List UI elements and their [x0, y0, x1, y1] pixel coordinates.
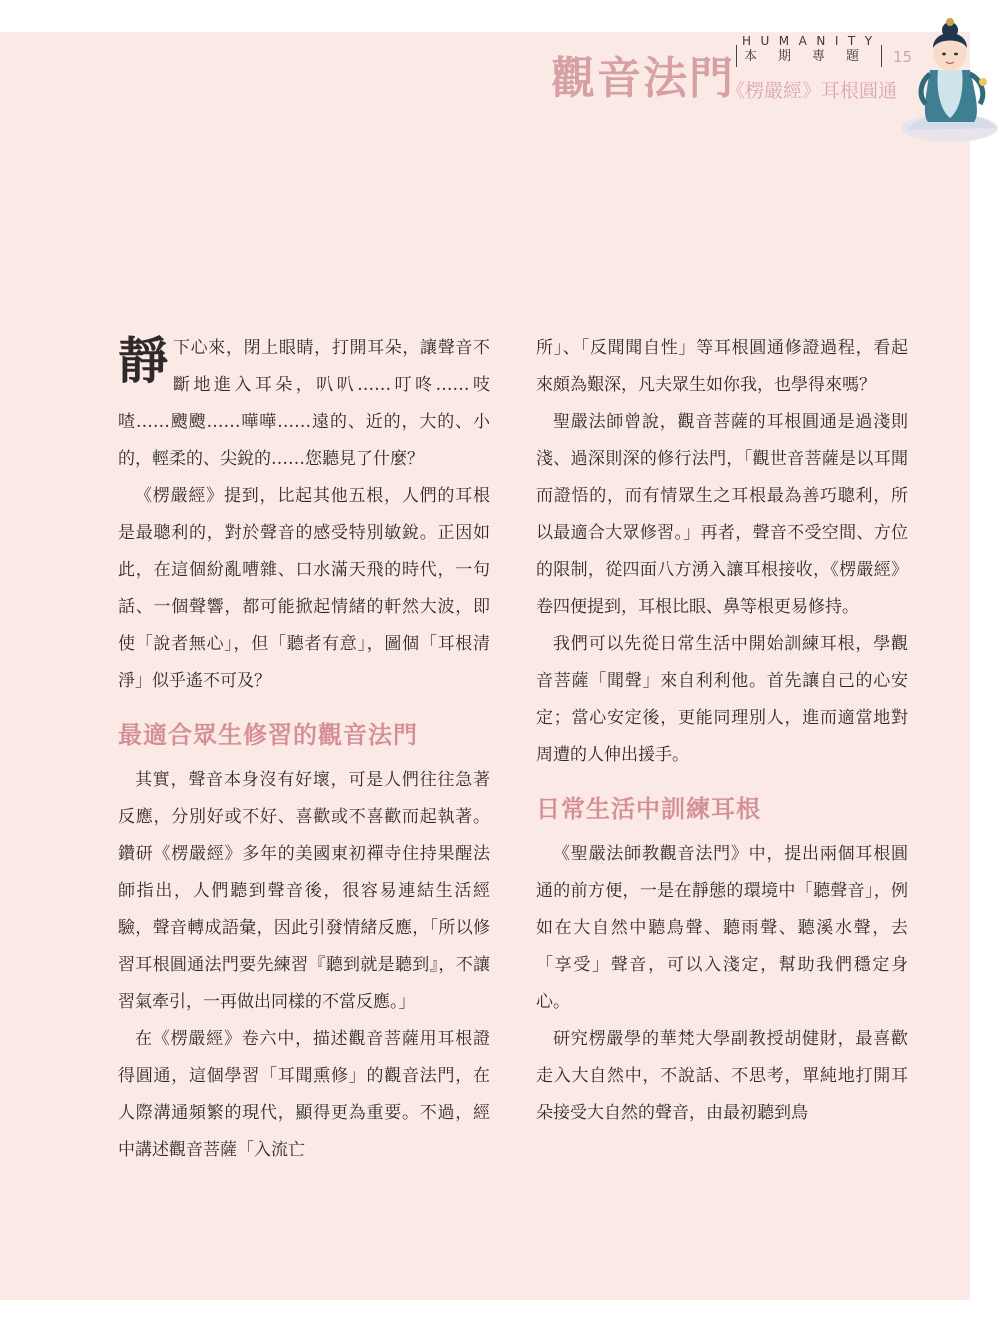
- body-paragraph: 《聖嚴法師教觀音法門》中，提出兩個耳根圓通的前方便，一是在靜態的環境中「聽聲音」，例如在大自然中聽鳥聲、聽雨聲、聽溪水聲，去「享受」聲音，可以入淺定，幫助我們穩定身心。: [536, 844, 908, 1012]
- feature-title: 觀音法門: [551, 53, 735, 104]
- body-paragraph: 聖嚴法師曾說，觀音菩薩的耳根圓通是過淺則淺、過深則深的修行法門，「觀世音菩薩是以耳聞而證悟的，而有情眾生之耳根最為善巧聰利，所以最適合大眾修習。」再者，聲音不受空間、方位的限制，從四面八方湧入讓耳根接收，《楞嚴經》卷四便提到，耳根比眼、鼻等根更易修持。: [536, 412, 908, 617]
- series-label-en: HUMANITY: [742, 34, 882, 48]
- feature-subtitle: 《楞嚴經》耳根圓通: [726, 80, 898, 102]
- intro-text: 下心來，閉上眼睛，打開耳朵，讓聲音不斷地進入耳朵，叭叭……叮咚……吱喳……颼颼……嘩嘩……遠的、近的，大的、小的，輕柔的、尖銳的……您聽見了什麼？: [118, 338, 490, 469]
- drop-cap: 靜: [118, 331, 168, 390]
- guanyin-figure-illustration: [900, 0, 1000, 150]
- series-header: [736, 33, 886, 64]
- body-paragraph: 其實，聲音本身沒有好壞，可是人們往往急著反應，分別好或不好、喜歡或不喜歡而起執著。鑽研《楞嚴經》多年的美國東初禪寺住持果醒法師指出，人們聽到聲音後，很容易連結生活經驗，聲音轉成語彙，因此引發情緒反應，「所以修習耳根圓通法門要先練習『聽到就是聽到』，不讓習氣牽引，一再做出同樣的不當反應。」: [118, 770, 490, 1012]
- section-heading: 最適合眾生修習的觀音法門: [118, 720, 418, 749]
- body-paragraph: 所」、「反聞聞自性」等耳根圓通修證過程，看起來頗為艱深，凡夫眾生如你我，也學得來嗎？: [536, 338, 908, 395]
- article-column-right: [536, 330, 908, 1132]
- body-paragraph: 研究楞嚴學的華梵大學副教授胡健財，最喜歡走入大自然中，不說話、不思考，單純地打開耳朵接受大自然的聲音，由最初聽到鳥: [536, 1029, 908, 1123]
- body-paragraph: 我們可以先從日常生活中開始訓練耳根，學觀音菩薩「聞聲」來自利利他。首先讓自己的心安定；當心安定後，更能同理別人，進而適當地對周遭的人伸出援手。: [536, 634, 908, 765]
- body-paragraph: 在《楞嚴經》卷六中，描述觀音菩薩用耳根證得圓通，這個學習「耳聞熏修」的觀音法門，在人際溝通頻繁的現代，顯得更為重要。不過，經中講述觀音菩薩「入流亡: [118, 1029, 490, 1160]
- article-column-left: [118, 330, 490, 1169]
- body-paragraph: 《楞嚴經》提到，比起其他五根，人們的耳根是最聰利的，對於聲音的感受特別敏銳。正因如此，在這個紛亂嘈雜、口水滿天飛的時代，一句話、一個聲響，都可能掀起情緒的軒然大波，即使「說者無心」，但「聽者有意」，圖個「耳根清淨」似乎遙不可及？: [118, 486, 490, 691]
- page-number: 15: [893, 48, 913, 66]
- intro-paragraph: [118, 330, 490, 478]
- section-heading: 日常生活中訓練耳根: [536, 794, 761, 823]
- series-label-zh: 本期專題: [736, 45, 882, 67]
